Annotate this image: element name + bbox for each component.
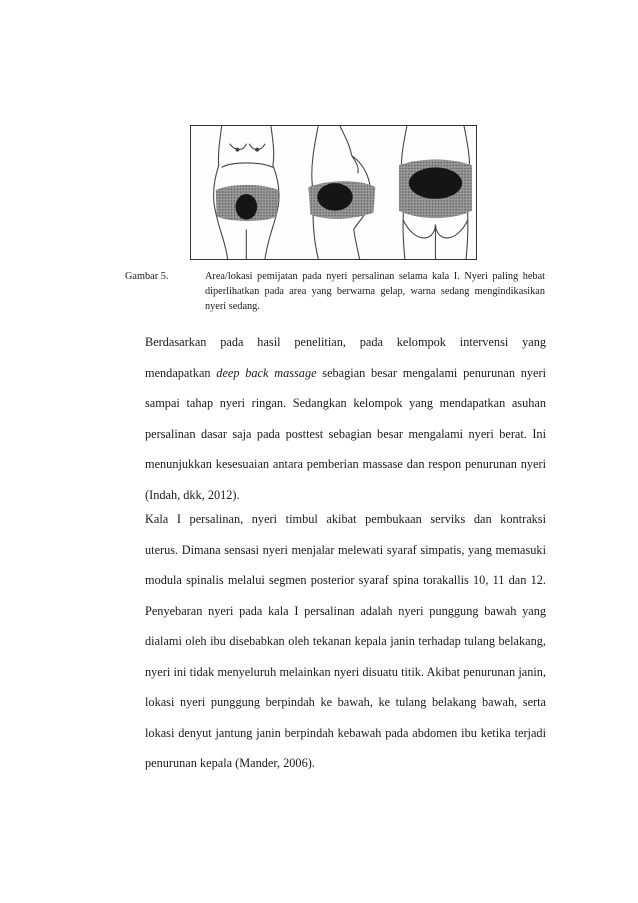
paragraph-1 bbox=[118, 327, 546, 510]
paragraph-1-line: (Indah, dkk, 2012). bbox=[145, 487, 240, 502]
paragraph-2-line: lokasi nyeri punggung berpindah ke bawah, ke tulang belakang bawah, serta bbox=[145, 695, 546, 709]
paragraph-1-line bbox=[118, 358, 546, 389]
caption-label: Gambar 5. bbox=[125, 271, 169, 282]
paragraph-2-line: Penyebaran nyeri pada kala I persalinan adalah nyeri punggung bawah yang bbox=[145, 603, 546, 618]
paragraph-2-line: penurunan kepala (Mander, 2006). bbox=[145, 756, 315, 770]
paragraph-1-line: Berdasarkan pada hasil penelitian, pada kelompok intervensi yang bbox=[145, 335, 546, 349]
text-span: sebagian besar mengalami penurunan nyeri bbox=[316, 365, 546, 380]
paragraph-2-line: uterus. Dimana sensasi nyeri menjalar melewati syaraf simpatis, yang memasuki bbox=[145, 542, 546, 557]
emphasis-text: deep back massage bbox=[216, 365, 317, 380]
paragraph-2 bbox=[118, 504, 546, 779]
back-severe-area bbox=[409, 167, 462, 199]
paragraph-1-line: persalinan dasar saja pada posttest sebagian besar mengalami nyeri berat. Ini bbox=[145, 426, 546, 441]
text-span: mendapatkan bbox=[145, 365, 217, 380]
paragraph-2-line: Kala I persalinan, nyeri timbul akibat pembukaan serviks dan kontraksi bbox=[145, 512, 546, 526]
paragraph-2-line: dialami oleh ibu disebabkan oleh tekanan kepala janin terhadap tulang belakang, bbox=[145, 634, 546, 648]
front-severe-area bbox=[235, 194, 257, 220]
paragraph-1-line: sampai tahap nyeri ringan. Sedangkan kelompok yang mendapatkan asuhan bbox=[145, 396, 546, 410]
paragraph-1-line: menunjukkan kesesuaian antara pemberian massase dan respon penurunan nyeri bbox=[145, 457, 546, 471]
caption-text: Area/lokasi pemijatan pada nyeri persalinan selama kala I. Nyeri paling hebat diperlihatkan pada area yang berwarna gelap, warna sedang mengindikasikan nyeri sedang. bbox=[205, 271, 545, 312]
body-pain-diagram bbox=[191, 126, 476, 259]
paragraph-2-line: nyeri ini tidak menyeluruh melainkan nyeri disuatu titik. Akibat penurunan janin, bbox=[145, 664, 546, 679]
paragraph-2-line: lokasi denyut jantung janin berpindah kebawah pada abdomen ibu ketika terjadi bbox=[145, 725, 546, 740]
side-severe-area bbox=[317, 183, 352, 211]
paragraph-2-line: modula spinalis melalui segmen posterior syaraf spina torakallis 10, 11 dan 12. bbox=[145, 573, 546, 587]
figure-illustration bbox=[190, 125, 477, 260]
